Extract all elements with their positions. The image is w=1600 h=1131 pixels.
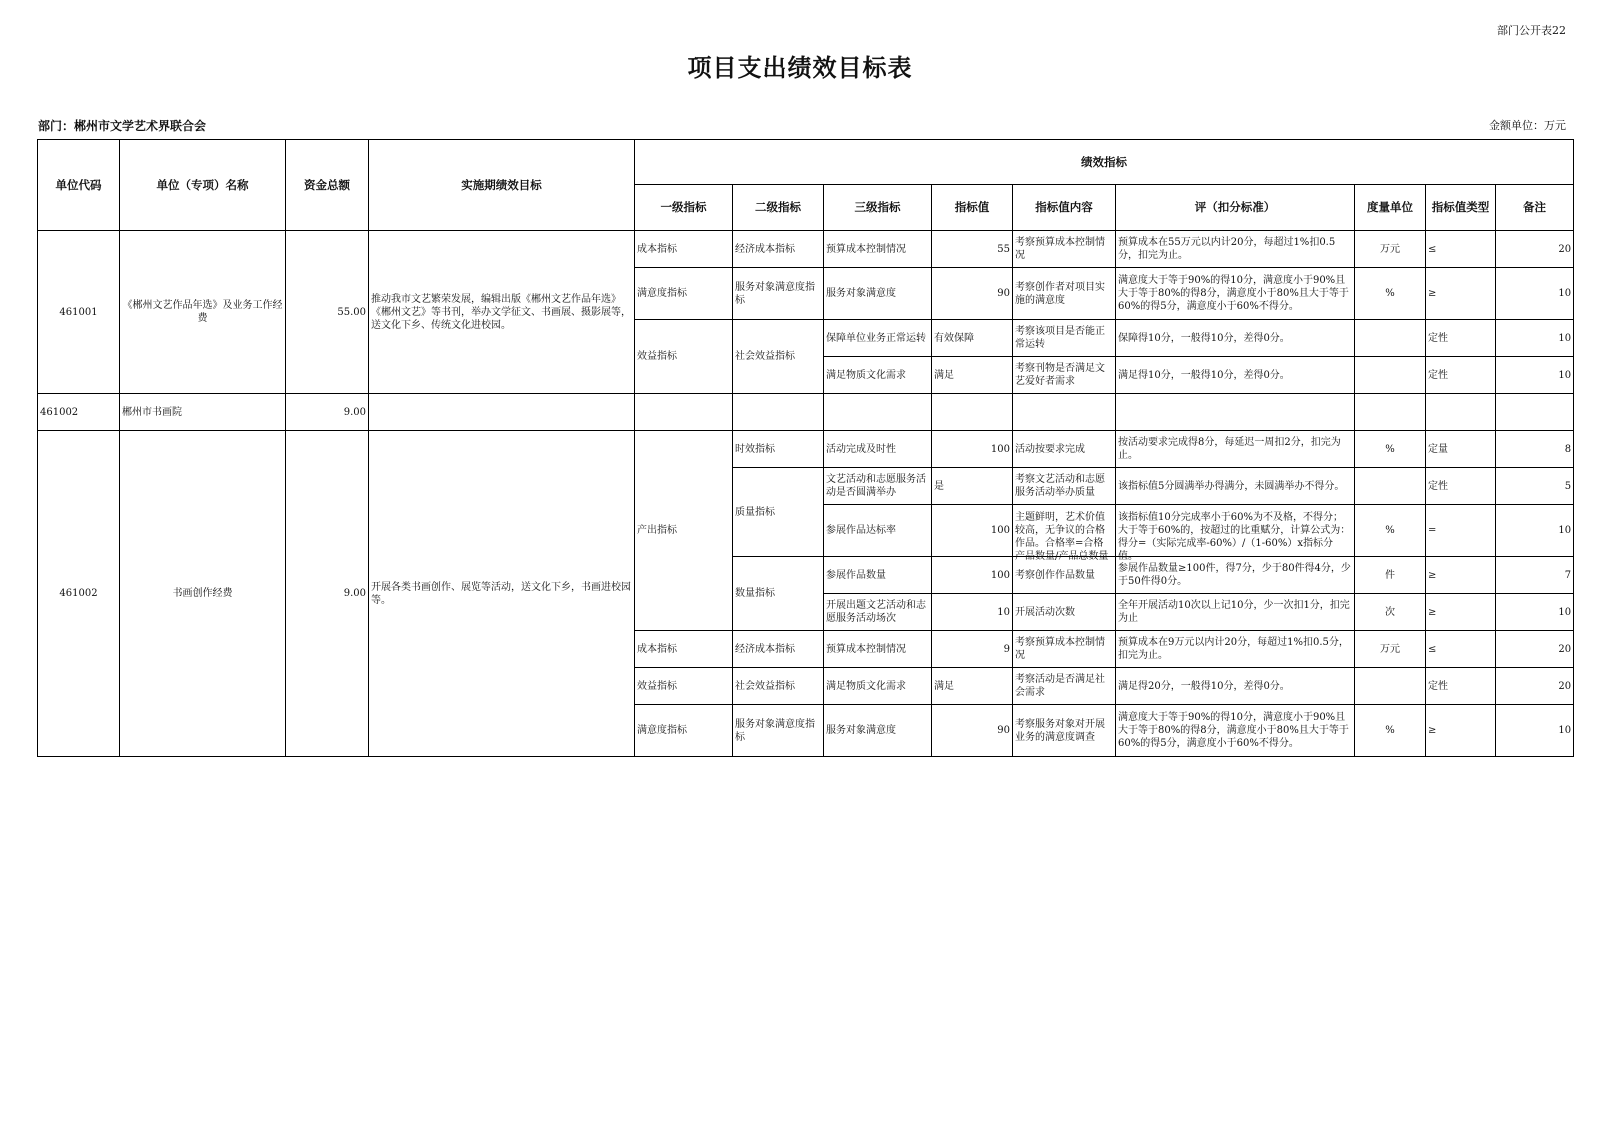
- criteria-cell: [1116, 231, 1355, 268]
- performance-table: [37, 139, 1574, 757]
- level1-cell: 效益指标: [635, 320, 733, 394]
- header-value-type: 指标值类型: [1426, 185, 1496, 231]
- value-type-cell: ≤: [1426, 631, 1496, 668]
- level2-cell: 时效指标: [733, 431, 824, 468]
- content-cell: 活动按要求完成: [1013, 431, 1116, 468]
- value-cell: 55: [932, 231, 1013, 268]
- level3-cell: [824, 594, 932, 631]
- level2-cell: 服务对象满意度指标: [733, 705, 824, 757]
- header-value: 指标值: [932, 185, 1013, 231]
- level3-cell: 服务对象满意度: [824, 705, 932, 757]
- criteria-text: 预算成本在55万元以内计20分，每超过1%扣0.5分，扣完为止。: [1118, 237, 1336, 261]
- remark-cell: 20: [1496, 631, 1574, 668]
- content-text: 考察该项目是否能正常运转: [1015, 326, 1105, 350]
- content-cell: [1013, 320, 1116, 357]
- measure-unit-cell: 次: [1355, 594, 1426, 631]
- content-cell: 考察创作作品数量: [1013, 557, 1116, 594]
- level1-cell: 产出指标: [635, 431, 733, 631]
- header-level3: 三级指标: [824, 185, 932, 231]
- level2-cell: 经济成本指标: [733, 231, 824, 268]
- empty-cell: [932, 394, 1013, 431]
- content-text: 考察活动是否满足社会需求: [1015, 674, 1105, 698]
- level2-cell: 社会效益指标: [733, 668, 824, 705]
- content-text: 考察预算成本控制情况: [1015, 637, 1105, 661]
- measure-unit-cell: [1355, 468, 1426, 505]
- value-cell: 是: [932, 468, 1013, 505]
- empty-cell: [824, 394, 932, 431]
- table-row: [38, 431, 1574, 468]
- level1-cell: 满意度指标: [635, 268, 733, 320]
- content-cell: [1013, 631, 1116, 668]
- level1-cell: 满意度指标: [635, 705, 733, 757]
- level3-text: 保障单位业务正常运转: [826, 332, 926, 344]
- level3-cell: 满足物质文化需求: [824, 357, 932, 394]
- measure-unit-cell: [1355, 320, 1426, 357]
- measure-unit-cell: 万元: [1355, 231, 1426, 268]
- value-cell: 100: [932, 557, 1013, 594]
- value-cell: 90: [932, 268, 1013, 320]
- remark-cell: 10: [1496, 268, 1574, 320]
- table-row: [38, 394, 1574, 431]
- level2-cell: 数量指标: [733, 557, 824, 631]
- criteria-text: 该指标值5分圆满举办得满分，未圆满举办不得分。: [1118, 480, 1345, 492]
- amount-cell: 9.00: [286, 431, 369, 757]
- value-cell: 100: [932, 505, 1013, 557]
- level2-cell: 社会效益指标: [733, 320, 824, 394]
- value-cell: 100: [932, 431, 1013, 468]
- content-cell: [1013, 268, 1116, 320]
- remark-cell: 20: [1496, 231, 1574, 268]
- unit-name-cell: 书画创作经费: [120, 431, 286, 757]
- remark-cell: 7: [1496, 557, 1574, 594]
- unit-code-cell: 461001: [38, 231, 120, 394]
- content-cell: 开展活动次数: [1013, 594, 1116, 631]
- content-text: 考察预算成本控制情况: [1015, 237, 1105, 261]
- content-text: 考察刊物是否满足文艺爱好者需求: [1015, 363, 1105, 387]
- level3-cell: 满足物质文化需求: [824, 668, 932, 705]
- value-type-cell: ≥: [1426, 268, 1496, 320]
- criteria-text: 预算成本在9万元以内计20分，每超过1%扣0.5分，扣完为止。: [1118, 637, 1349, 661]
- empty-cell: [1355, 394, 1426, 431]
- empty-cell: [369, 394, 635, 431]
- remark-cell: 10: [1496, 357, 1574, 394]
- remark-cell: 10: [1496, 320, 1574, 357]
- empty-cell: [635, 394, 733, 431]
- remark-cell: 5: [1496, 468, 1574, 505]
- value-type-cell: 定性: [1426, 468, 1496, 505]
- unit-name-cell: 《郴州文艺作品年选》及业务工作经费: [120, 231, 286, 394]
- value-type-cell: 定性: [1426, 320, 1496, 357]
- criteria-text: 该指标值10分完成率小于60%为不及格，不得分；大于等于60%的，按超过的比重赋分，计算公式为：得分=（实际完成率-60%）/（1-60%）x指标分值。: [1118, 512, 1351, 562]
- level2-cell: 经济成本指标: [733, 631, 824, 668]
- value-type-cell: =: [1426, 505, 1496, 557]
- level3-cell: [824, 468, 932, 505]
- level3-cell: 活动完成及时性: [824, 431, 932, 468]
- value-cell: 9: [932, 631, 1013, 668]
- value-type-cell: 定量: [1426, 431, 1496, 468]
- department-label: 部门：郴州市文学艺术界联合会: [38, 119, 207, 133]
- value-type-cell: ≥: [1426, 594, 1496, 631]
- level1-cell: 成本指标: [635, 631, 733, 668]
- value-cell: 90: [932, 705, 1013, 757]
- value-type-cell: ≤: [1426, 231, 1496, 268]
- amount-cell: 55.00: [286, 231, 369, 394]
- level3-cell: 参展作品达标率: [824, 505, 932, 557]
- remark-cell: 20: [1496, 668, 1574, 705]
- form-number-label: 部门公开表22: [1497, 24, 1566, 37]
- criteria-text: 按活动要求完成得8分，每延迟一周扣2分，扣完为止。: [1118, 437, 1341, 461]
- criteria-cell: [1116, 705, 1355, 757]
- criteria-cell: 满足得20分，一般得10分，差得0分。: [1116, 668, 1355, 705]
- measure-unit-cell: 万元: [1355, 631, 1426, 668]
- header-goal: 实施期绩效目标: [369, 140, 635, 231]
- measure-unit-cell: [1355, 668, 1426, 705]
- value-type-cell: 定性: [1426, 357, 1496, 394]
- level1-cell: 成本指标: [635, 231, 733, 268]
- criteria-cell: 保障得10分，一般得10分，差得0分。: [1116, 320, 1355, 357]
- criteria-cell: [1116, 557, 1355, 594]
- header-level1: 一级指标: [635, 185, 733, 231]
- value-type-cell: ≥: [1426, 557, 1496, 594]
- header-measure-unit: 度量单位: [1355, 185, 1426, 231]
- goal-cell: 推动我市文艺繁荣发展，编辑出版《郴州文艺作品年选》《郴州文艺》等书刊，举办文学征文、书画展、摄影展等，送文化下乡、传统文化进校园。: [369, 231, 635, 394]
- empty-cell: [733, 394, 824, 431]
- goal-cell: 开展各类书画创作、展览等活动，送文化下乡，书画进校园等。: [369, 431, 635, 757]
- empty-cell: [1116, 394, 1355, 431]
- value-cell: 有效保障: [932, 320, 1013, 357]
- amount-cell: 9.00: [286, 394, 369, 431]
- remark-cell: 10: [1496, 505, 1574, 557]
- content-text: 考察文艺活动和志愿服务活动举办质量: [1015, 474, 1105, 498]
- criteria-cell: [1116, 631, 1355, 668]
- criteria-text: 满意度大于等于90%的得10分，满意度小于90%且大于等于80%的得8分，满意度小于80%且大于等于60%的得5分，满意度小于60%不得分。: [1118, 275, 1349, 312]
- value-cell: 满足: [932, 668, 1013, 705]
- level3-text: 文艺活动和志愿服务活动是否圆满举办: [826, 474, 926, 498]
- criteria-text: 参展作品数量≥100件，得7分，少于80件得4分，少于50件得0分。: [1118, 563, 1351, 587]
- page-title: 项目支出绩效目标表: [687, 53, 913, 82]
- remark-cell: 8: [1496, 431, 1574, 468]
- unit-name-cell: 郴州市书画院: [120, 394, 286, 431]
- level3-cell: [824, 320, 932, 357]
- measure-unit-cell: %: [1355, 431, 1426, 468]
- criteria-cell: [1116, 594, 1355, 631]
- measure-unit-cell: %: [1355, 505, 1426, 557]
- header-level2: 二级指标: [733, 185, 824, 231]
- content-text: 考察服务对象对开展业务的满意度调查: [1015, 718, 1105, 743]
- empty-cell: [1013, 394, 1116, 431]
- header-total-funds: 资金总额: [286, 140, 369, 231]
- value-cell: 满足: [932, 357, 1013, 394]
- content-cell: [1013, 705, 1116, 757]
- header-unit-name: 单位（专项）名称: [120, 140, 286, 231]
- measure-unit-cell: %: [1355, 705, 1426, 757]
- level3-cell: 预算成本控制情况: [824, 231, 932, 268]
- remark-cell: 10: [1496, 594, 1574, 631]
- content-text: 考察创作者对项目实施的满意度: [1015, 281, 1105, 306]
- content-cell: [1013, 231, 1116, 268]
- header-unit-code: 单位代码: [38, 140, 120, 231]
- criteria-cell: 满足得10分，一般得10分，差得0分。: [1116, 357, 1355, 394]
- content-cell: [1013, 468, 1116, 505]
- unit-code-cell: 461002: [38, 431, 120, 757]
- table-row: [38, 231, 1574, 268]
- criteria-cell: [1116, 505, 1355, 562]
- level3-cell: 预算成本控制情况: [824, 631, 932, 668]
- level2-cell: 质量指标: [733, 468, 824, 557]
- content-text: 主题鲜明，艺术价值较高，无争议的合格作品。合格率=合格产品数量/产品总数量: [1015, 512, 1109, 562]
- criteria-cell: [1116, 431, 1355, 468]
- content-cell: [1013, 505, 1116, 562]
- measure-unit-cell: %: [1355, 268, 1426, 320]
- unit-code-cell: 461002: [38, 394, 120, 431]
- empty-cell: [1426, 394, 1496, 431]
- amount-unit-label: 金额单位：万元: [1489, 119, 1566, 132]
- header-content: 指标值内容: [1013, 185, 1116, 231]
- level3-text: 开展出题文艺活动和志愿服务活动场次: [826, 600, 926, 624]
- criteria-text: 全年开展活动10次以上记10分，少一次扣1分，扣完为止: [1118, 600, 1350, 624]
- content-cell: [1013, 668, 1116, 705]
- measure-unit-cell: 件: [1355, 557, 1426, 594]
- level3-cell: 参展作品数量: [824, 557, 932, 594]
- measure-unit-cell: [1355, 357, 1426, 394]
- header-criteria: 评（扣分标准）: [1116, 185, 1355, 231]
- header-row: [38, 140, 1574, 185]
- value-type-cell: 定性: [1426, 668, 1496, 705]
- value-type-cell: ≥: [1426, 705, 1496, 757]
- content-cell: [1013, 357, 1116, 394]
- remark-cell: 10: [1496, 705, 1574, 757]
- level3-cell: 服务对象满意度: [824, 268, 932, 320]
- header-indicators: 绩效指标: [635, 140, 1574, 185]
- criteria-cell: [1116, 268, 1355, 320]
- level1-cell: 效益指标: [635, 668, 733, 705]
- criteria-text: 满意度大于等于90%的得10分，满意度小于90%且大于等于80%的得8分，满意度小于80%且大于等于60%的得5分，满意度小于60%不得分。: [1118, 712, 1349, 749]
- level2-cell: 服务对象满意度指标: [733, 268, 824, 320]
- value-cell: 10: [932, 594, 1013, 631]
- criteria-cell: [1116, 468, 1355, 505]
- header-remark: 备注: [1496, 185, 1574, 231]
- empty-cell: [1496, 394, 1574, 431]
